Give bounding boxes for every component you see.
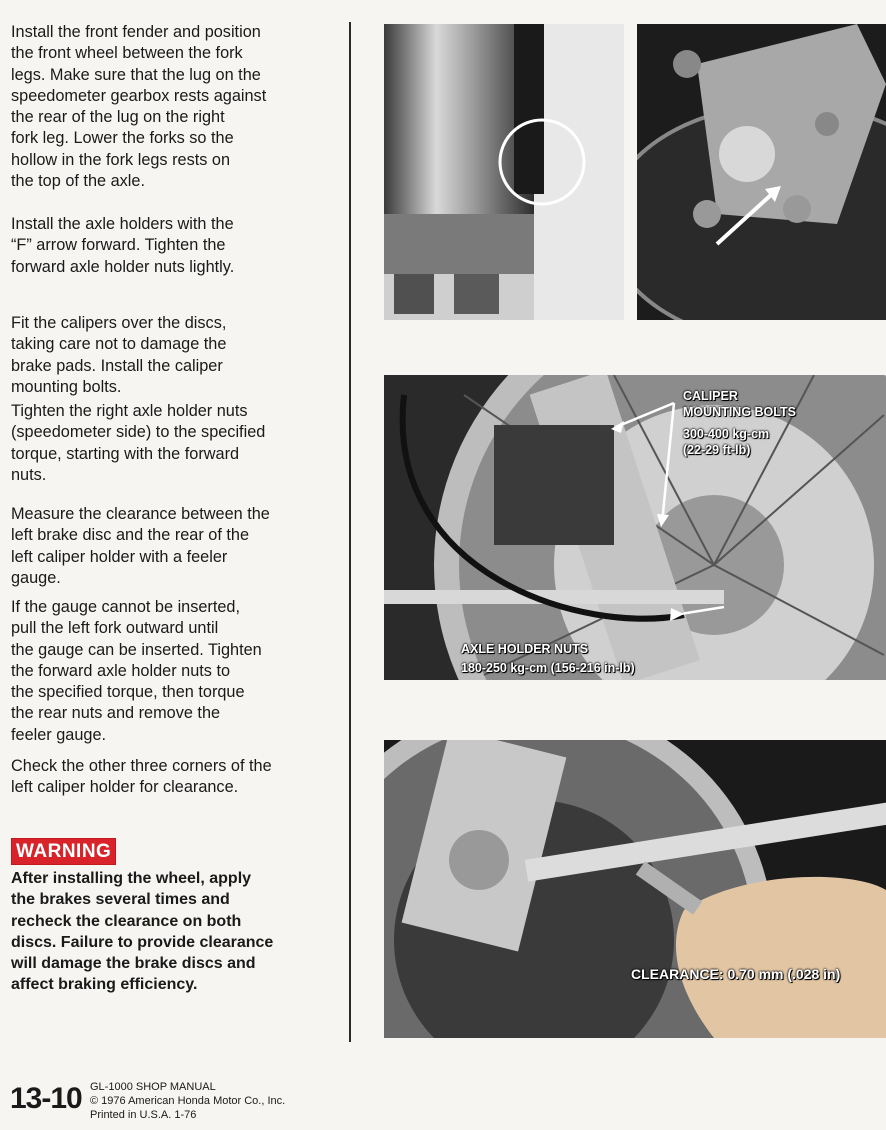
paragraph-right-nuts: Tighten the right axle holder nuts (speedometer side) to the specified torque, starting with the forward nuts. (11, 402, 266, 484)
photo-fork-leg-lug (384, 24, 624, 320)
caption-caliper-torque: 300-400 kg-cm (22-29 ft-lb) (683, 427, 770, 457)
warning-text: After installing the wheel, apply the brakes several times and recheck the clearance on both discs. Failure to provide clearance will damage the brake discs and affect braking efficiency. (11, 870, 274, 994)
photo-clearance-measurement (384, 740, 886, 1038)
paragraph-calipers: Fit the calipers over the discs, taking care not to damage the brake pads. Install the caliper mounting bolts. (11, 314, 227, 396)
paragraph-measure-clearance: Measure the clearance between the left brake disc and the rear of the left caliper holder with a feeler gauge. (11, 505, 270, 587)
paragraph-gauge-insert: If the gauge cannot be inserted, pull the left fork outward until the gauge can be inserted. Tighten the forward axle holder nuts to the specified torque, then torque the rear nuts and remove the feeler gauge. (11, 598, 262, 744)
warning-badge: WARNING (11, 838, 116, 865)
page-number: 13-10 (10, 1082, 82, 1115)
column-divider (349, 22, 351, 1042)
footer-manual-info: GL-1000 SHOP MANUAL © 1976 American Honda Motor Co., Inc. Printed in U.S.A. 1-76 (90, 1081, 286, 1121)
paragraph-check-corners: Check the other three corners of the left caliper holder for clearance. (11, 757, 272, 797)
paragraph-fender-install: Install the front fender and position the front wheel between the fork legs. Make sure that the lug on the speedometer gearbox rests against the rear of the lug on the right fork leg. Lower the forks so the hollow in the fork legs rests on the top of the axle. (11, 23, 267, 191)
photo-axle-holder (637, 24, 886, 320)
caption-axle-torque: 180-250 kg-cm (156-216 in-lb) (461, 661, 635, 675)
caption-caliper-bolts: CALIPER MOUNTING BOLTS (683, 389, 796, 419)
paragraph-axle-holders: Install the axle holders with the “F” arrow forward. Tighten the forward axle holder nuts lightly. (11, 215, 235, 276)
photo-caliper-axle-nuts (384, 375, 886, 680)
caption-axle-nuts: AXLE HOLDER NUTS (461, 642, 589, 656)
caption-clearance: CLEARANCE: 0.70 mm (.028 in) (631, 966, 841, 982)
